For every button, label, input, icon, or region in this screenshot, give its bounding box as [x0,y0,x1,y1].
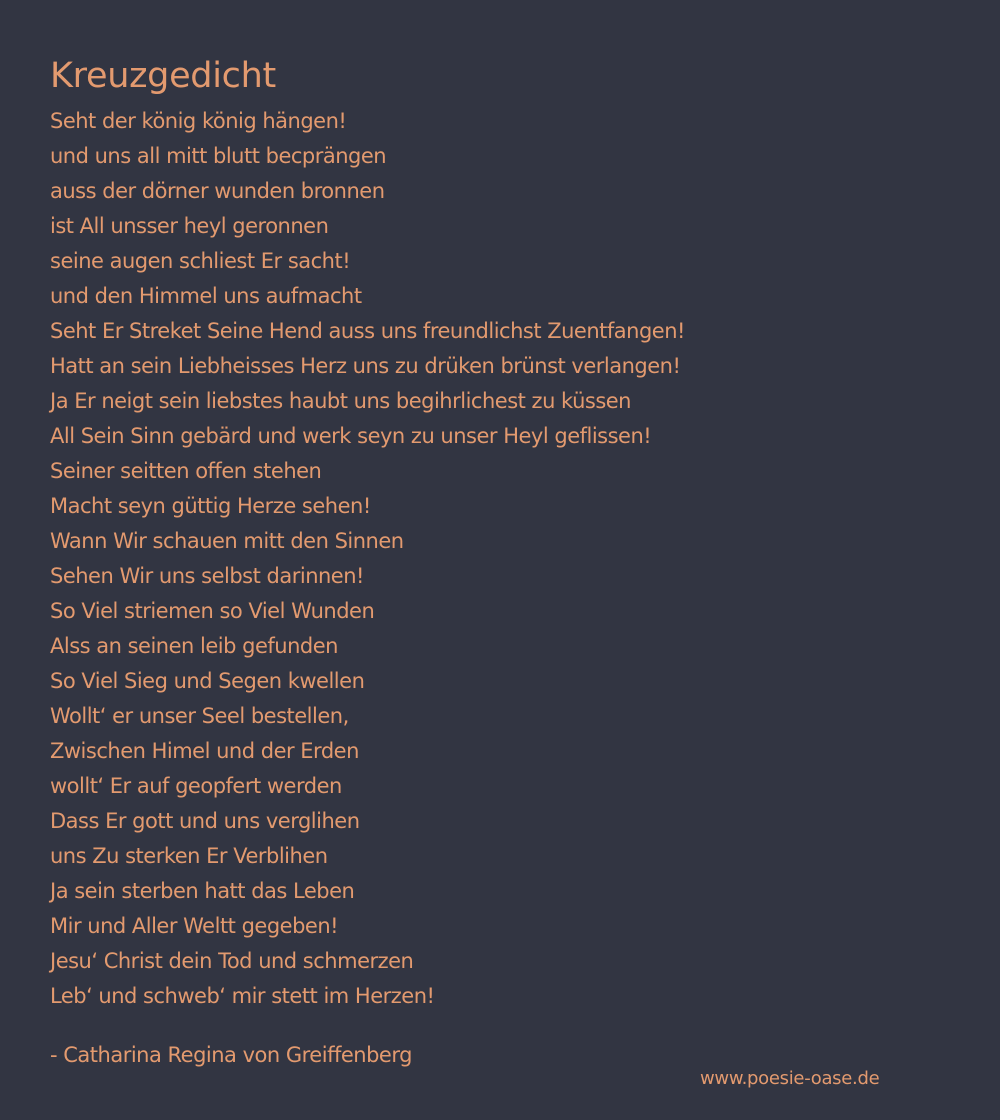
poem-line: ist All unsser heyl geronnen [50,214,329,238]
poem-card [50,52,950,1014]
poem-line: Leb‘ und schweb‘ mir stett im Herzen! [50,984,435,1008]
poem-line: Jesu‘ Christ dein Tod und schmerzen [50,949,414,973]
poem-line: und uns all mitt blutt bесprängen [50,144,387,168]
poem-line: Sehen Wir uns selbst darinnen! [50,564,364,588]
poem-line: So Viel Sieg und Segen kwellen [50,669,365,693]
poem-title: Kreuzgedicht [50,56,276,96]
poem-line: Seht der könig könig hängen! [50,109,347,133]
poem-line: Macht seyn güttig Herze sehen! [50,494,371,518]
poem-line: Alss an seinen leib gefunden [50,634,338,658]
poem-line: seine augen schliest Er sacht! [50,249,351,273]
site-url: www.poesie-oase.de [700,1068,880,1089]
poem-line: Seiner seitten offen stehen [50,459,322,483]
poem-line: Seht Er Streket Seine Hend auss uns freundlichst Zuentfangen! [50,319,685,343]
poem-line: Wann Wir schauen mitt den Sinnen [50,529,404,553]
poem-line: Ja sein sterben hatt das Leben [50,879,355,903]
poem-line: wollt‘ Er auf geopfert werden [50,774,342,798]
poem-line: So Viel striemen so Viel Wunden [50,599,375,623]
poem-line: Dass Er gott und uns verglihen [50,809,360,833]
poem-line: uns Zu sterken Er Verblihen [50,844,328,868]
poem-line: Hatt an sein Liebheisses Herz uns zu drüken brünst verlangen! [50,354,681,378]
poem-line: Wollt‘ er unser Seel bestellen, [50,704,349,728]
poem-line: Mir und Aller Weltt gegeben! [50,914,339,938]
poem-line: auss der dörner wunden bronnen [50,179,385,203]
poem-line: All Sein Sinn gebärd und werk seyn zu unser Heyl geflissen! [50,424,652,448]
poem-line: und den Himmel uns aufmacht [50,284,362,308]
poem-line: Zwischen Himel und der Erden [50,739,359,763]
poem-line: Ja Er neigt sein liebstes haubt uns begihrlichest zu küssen [50,389,631,413]
poem-author: - Catharina Regina von Greiffenberg [50,1043,412,1067]
poem-body [50,104,950,1014]
